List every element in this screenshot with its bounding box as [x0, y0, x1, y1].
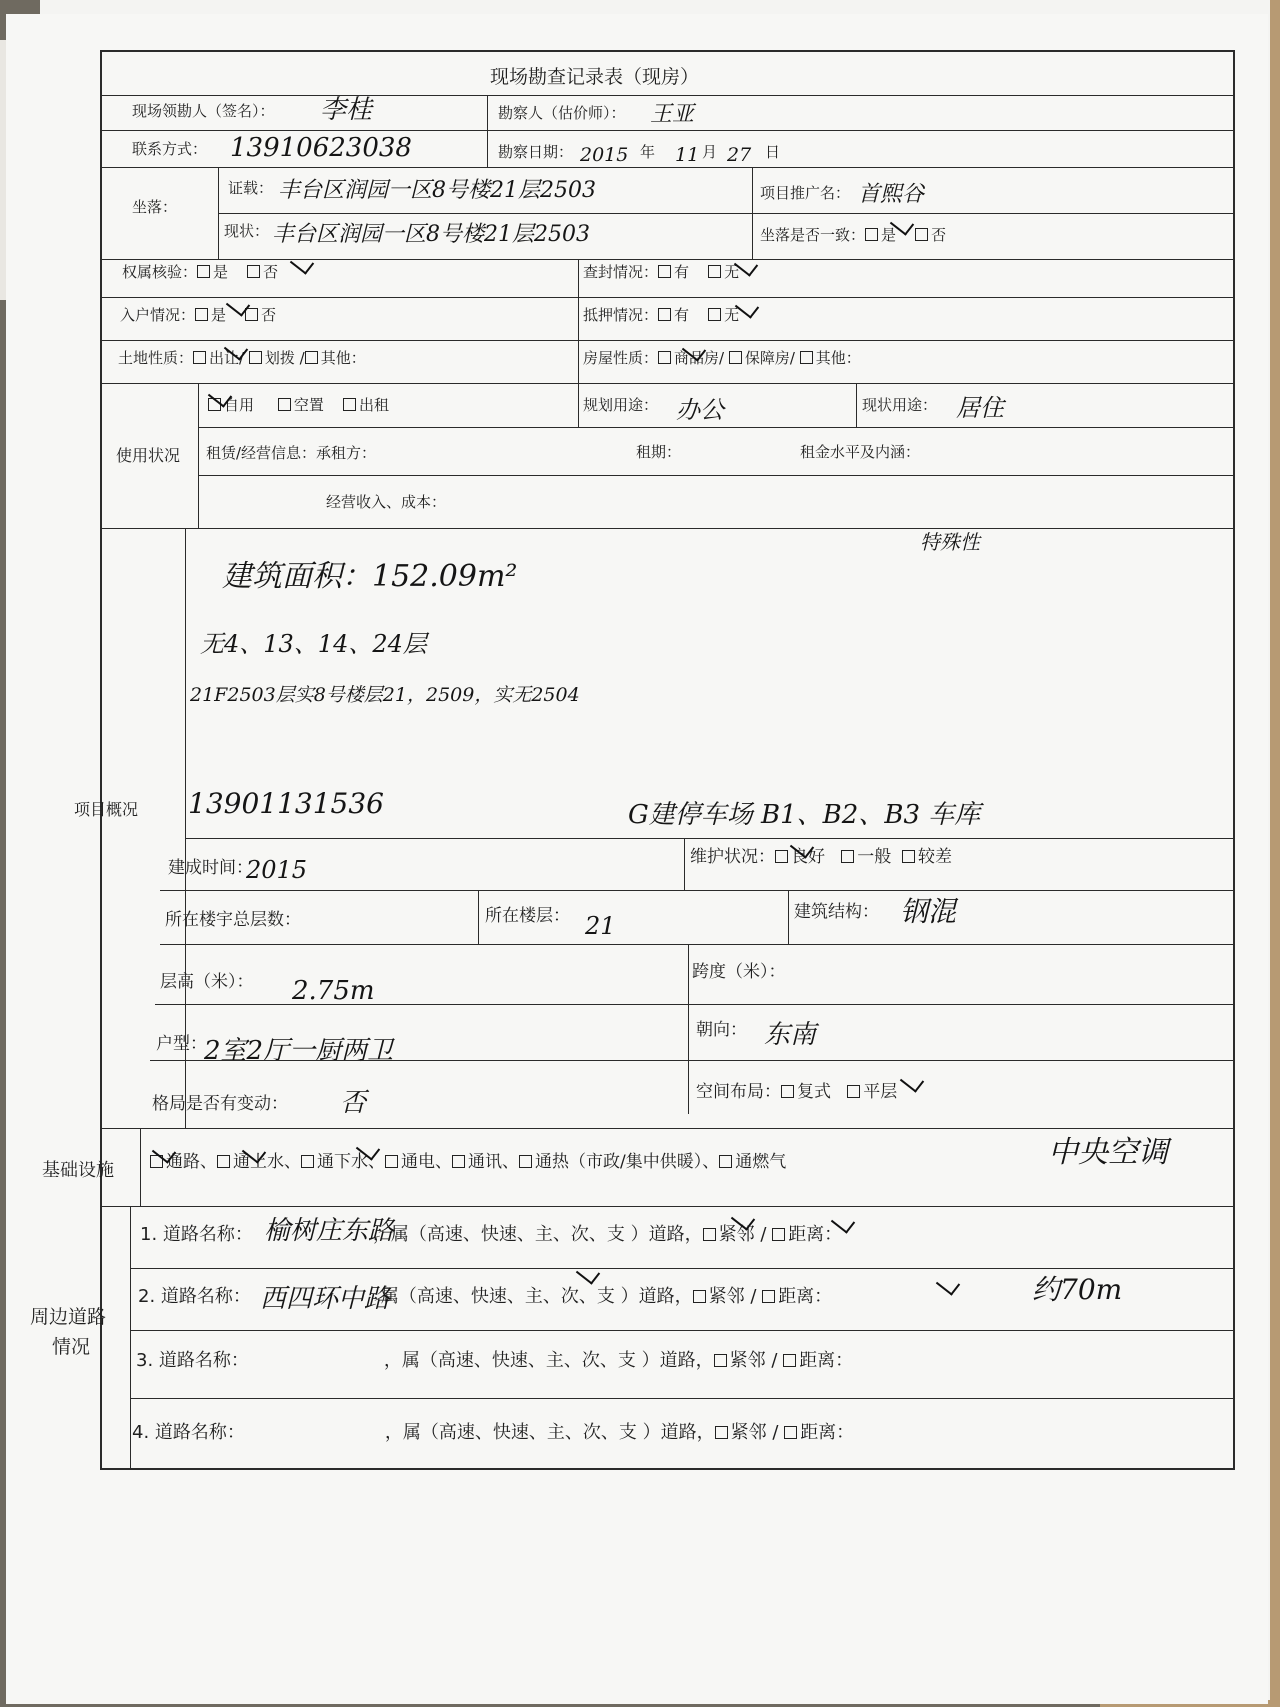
- road-2-adj: 紧邻: [708, 1286, 745, 1307]
- infra-power-checkbox[interactable]: [385, 1155, 398, 1168]
- mortgage-row: [583, 308, 739, 323]
- land-opt-2-checkbox[interactable]: [249, 351, 262, 364]
- seal-no: 无: [724, 263, 740, 281]
- roads-label-2: 情况: [52, 1336, 91, 1358]
- income-label: 经营收入、成本：: [326, 493, 447, 511]
- road-3-adj-checkbox[interactable]: [714, 1354, 727, 1367]
- infra-drain: 通下水、: [317, 1152, 385, 1172]
- road-1-mid: ，属（高速、快速、主、次、支 ）道路，: [372, 1224, 703, 1245]
- rule: [160, 944, 1235, 945]
- road-3-dist-checkbox[interactable]: [783, 1354, 796, 1367]
- house-opt-3: 其他：: [815, 349, 861, 367]
- rule: [100, 1128, 1235, 1129]
- rule: [130, 1330, 1235, 1331]
- consistent-no: 否: [931, 226, 947, 244]
- road-4-mid: ，属（高速、快速、主、次、支 ）道路，: [384, 1422, 715, 1443]
- space-duplex: 复式: [797, 1082, 831, 1102]
- road-4-dist: 距离：: [800, 1422, 855, 1443]
- consistent-label-text: 坐落是否一致：: [760, 226, 866, 244]
- rule: [100, 528, 1235, 529]
- rule: [578, 259, 579, 427]
- infra-telecom: 通讯、: [468, 1152, 519, 1172]
- usage-opt-self: 自用: [224, 396, 255, 414]
- house-row: [583, 351, 861, 366]
- road-2-dist: 距离：: [778, 1286, 833, 1307]
- maint-poor-checkbox[interactable]: [902, 850, 915, 863]
- infra-telecom-checkbox[interactable]: [452, 1155, 465, 1168]
- infra-items: [150, 1154, 786, 1171]
- mortgage-no-checkbox[interactable]: [708, 308, 721, 321]
- facing-value: 东南: [764, 1020, 817, 1050]
- layout-label: 户型：: [156, 1034, 207, 1054]
- infra-heat-checkbox[interactable]: [519, 1155, 532, 1168]
- contact-value: 13910623038: [230, 133, 412, 163]
- plan-label: 规划用途：: [583, 396, 659, 414]
- space-flat-checkbox[interactable]: [847, 1085, 860, 1098]
- project-phone: 13901131536: [188, 787, 384, 820]
- road-1-adj: 紧邻: [718, 1224, 755, 1245]
- infra-drain-checkbox[interactable]: [301, 1155, 314, 1168]
- maint-good-checkbox[interactable]: [775, 850, 788, 863]
- rule: [100, 95, 1235, 96]
- consistent-label: [760, 228, 946, 243]
- road-1-sep: /: [760, 1224, 767, 1245]
- road-3-mid: ，属（高速、快速、主、次、支 ）道路，: [383, 1350, 714, 1371]
- land-label: 土地性质：: [118, 349, 194, 367]
- seal-label: 查封情况：: [583, 263, 659, 281]
- entry-row: [120, 308, 276, 323]
- current-label: 现状用途：: [862, 396, 938, 414]
- usage-vacant-checkbox[interactable]: [278, 398, 291, 411]
- road-4: [132, 1424, 854, 1442]
- maint-good: 良好: [791, 847, 825, 867]
- road-4-adj-checkbox[interactable]: [715, 1426, 728, 1439]
- rule: [198, 383, 199, 528]
- usage-opt-rent: 出租: [358, 396, 389, 414]
- promo-label: 项目推广名：: [760, 184, 851, 202]
- infra-water: 通上水、: [233, 1152, 301, 1172]
- road-1-name: 榆树庄东路: [264, 1216, 395, 1246]
- height-label: 层高（米）：: [160, 972, 254, 992]
- road-1: [140, 1226, 842, 1244]
- consistent-yes-checkbox[interactable]: [865, 228, 878, 241]
- infra-label: 基础设施: [42, 1160, 114, 1181]
- road-2-distance: 约70m: [1032, 1273, 1123, 1306]
- maint-normal-checkbox[interactable]: [841, 850, 854, 863]
- rule: [788, 890, 789, 944]
- date-month-suffix: 月: [702, 143, 718, 161]
- rule: [150, 1060, 1235, 1061]
- maint-poor: 较差: [918, 847, 953, 867]
- rule: [100, 340, 1235, 341]
- cert-label: 证载：: [228, 179, 274, 197]
- seal-yes: 有: [674, 263, 690, 281]
- rule: [752, 167, 753, 259]
- road-1-adj-checkbox[interactable]: [703, 1228, 716, 1241]
- infra-heat: 通热（市政/集中供暖）、: [535, 1152, 720, 1172]
- ownership-no: 否: [263, 263, 279, 281]
- space-row: [696, 1084, 897, 1101]
- road-4-dist-checkbox[interactable]: [784, 1426, 797, 1439]
- structure-value: 钢混: [900, 895, 957, 928]
- leader-signature: 李桂: [320, 95, 373, 125]
- project-floors-missing: 无4、13、14、24层: [200, 630, 427, 658]
- house-opt-2: 保障房/: [744, 349, 795, 367]
- rule: [100, 130, 1235, 131]
- current-value: 居住: [956, 394, 1004, 422]
- mortgage-yes-checkbox[interactable]: [658, 308, 671, 321]
- road-4-adj: 紧邻: [730, 1422, 767, 1443]
- seal-no-checkbox[interactable]: [708, 265, 721, 278]
- road-2-adj-checkbox[interactable]: [693, 1290, 706, 1303]
- house-opt-3-checkbox[interactable]: [800, 351, 813, 364]
- house-label: 房屋性质：: [583, 349, 659, 367]
- road-3-sep: /: [771, 1350, 778, 1371]
- date-day: 27: [727, 144, 752, 166]
- height-value: 2.75m: [292, 976, 375, 1006]
- span-label: 跨度（米）：: [692, 962, 786, 982]
- rule: [130, 1398, 1235, 1399]
- rule: [100, 383, 1235, 384]
- surveyor-label: 勘察人（估价师）：: [498, 104, 626, 122]
- project-area: 建筑面积：152.09m²: [222, 559, 518, 594]
- road-4-sep: /: [772, 1422, 779, 1443]
- location-label: 坐落：: [132, 198, 178, 216]
- maint-label: 维护状况：: [690, 847, 775, 867]
- entry-no-checkbox[interactable]: [245, 308, 258, 321]
- space-label: 空间布局：: [696, 1082, 781, 1102]
- infra-water-checkbox[interactable]: [217, 1155, 230, 1168]
- consistent-yes: 是: [881, 226, 897, 244]
- date-month: 11: [675, 144, 700, 166]
- rule: [218, 213, 1235, 214]
- leader-label: 现场领勘人（签名）：: [132, 102, 275, 120]
- project-parking: G建停车场 B1、B2、B3 车库: [628, 800, 981, 830]
- infra-note: 中央空调: [1048, 1135, 1168, 1170]
- date-year: 2015: [580, 144, 629, 166]
- floor-label: 所在楼层：: [485, 906, 570, 926]
- rule: [684, 838, 685, 890]
- road-3-label: 3. 道路名称：: [136, 1350, 249, 1371]
- land-opt-3-checkbox[interactable]: [305, 351, 318, 364]
- ownership-yes-checkbox[interactable]: [197, 265, 210, 278]
- space-duplex-checkbox[interactable]: [781, 1085, 794, 1098]
- rule: [100, 259, 1235, 260]
- entry-yes: 是: [211, 306, 227, 324]
- land-opt-3: 其他：: [320, 349, 366, 367]
- seal-yes-checkbox[interactable]: [658, 265, 671, 278]
- road-2: [138, 1288, 832, 1306]
- mortgage-no: 无: [724, 306, 740, 324]
- floor-value: 21: [585, 912, 616, 940]
- rule: [155, 1004, 1235, 1005]
- rule: [856, 383, 857, 427]
- entry-no: 否: [261, 306, 277, 324]
- road-3-dist: 距离：: [799, 1350, 854, 1371]
- road-2-label: 2. 道路名称：: [138, 1286, 251, 1307]
- house-opt-2-checkbox[interactable]: [729, 351, 742, 364]
- actual-label: 现状：: [224, 222, 270, 240]
- rule: [130, 1206, 131, 1470]
- entry-label: 入户情况：: [120, 306, 196, 324]
- rule: [487, 95, 488, 167]
- rule: [478, 890, 479, 944]
- rule: [100, 1206, 1235, 1207]
- total-floors-label: 所在楼宇总层数：: [165, 910, 301, 930]
- roads-label-1: 周边道路: [30, 1306, 107, 1328]
- entry-yes-checkbox[interactable]: [195, 308, 208, 321]
- road-4-label: 4. 道路名称：: [132, 1422, 245, 1443]
- structure-label: 建筑结构：: [794, 902, 879, 922]
- land-opt-1: 出让/: [209, 349, 245, 367]
- promo-name: 首熙谷: [858, 182, 925, 207]
- rule: [185, 838, 1235, 839]
- house-opt-1: 商品房/: [674, 349, 725, 367]
- built-value: 2015: [246, 856, 308, 884]
- term-label: 租期：: [636, 443, 682, 461]
- road-2-mid: 属（高速、快速、主、次、支 ）道路，: [380, 1286, 693, 1307]
- date-year-suffix: 年: [640, 143, 656, 161]
- rent-label: 租金水平及内涵：: [800, 443, 921, 461]
- consistent-no-checkbox[interactable]: [915, 228, 928, 241]
- project-corner-note: 特殊性: [920, 530, 980, 554]
- rule: [688, 944, 689, 1114]
- rule: [100, 297, 1235, 298]
- ownership-no-checkbox[interactable]: [247, 265, 260, 278]
- infra-gas: 通燃气: [735, 1152, 787, 1172]
- surveyor-signature: 王亚: [650, 102, 695, 127]
- land-opt-1-checkbox[interactable]: [193, 351, 206, 364]
- rule: [198, 427, 1235, 428]
- rule: [100, 167, 1235, 168]
- land-opt-2: 划拨: [264, 349, 295, 367]
- date-label: 勘察日期：: [498, 143, 574, 161]
- plan-value: 办公: [676, 396, 724, 424]
- mortgage-yes: 有: [674, 306, 690, 324]
- mortgage-label: 抵押情况：: [583, 306, 659, 324]
- house-opt-1-checkbox[interactable]: [658, 351, 671, 364]
- usage-opt-vacant: 空置: [293, 396, 324, 414]
- usage-opts: [208, 398, 389, 413]
- road-2-sep: /: [750, 1286, 757, 1307]
- project-label: 项目概况: [74, 800, 139, 819]
- facing-label: 朝向：: [696, 1020, 747, 1040]
- lease-label: 租赁/经营信息：承租方：: [206, 444, 377, 462]
- cert-address: 丰台区润园一区8号楼21层2503: [278, 178, 596, 203]
- maint-normal: 一般: [857, 847, 892, 867]
- date-day-suffix: 日: [765, 143, 781, 161]
- infra-gas-checkbox[interactable]: [719, 1155, 732, 1168]
- built-label: 建成时间：: [168, 858, 253, 878]
- land-sep: /: [299, 349, 305, 367]
- road-2-dist-checkbox[interactable]: [762, 1290, 775, 1303]
- road-1-dist: 距离：: [788, 1224, 843, 1245]
- ownership-row: [122, 265, 278, 280]
- rule: [130, 1268, 1235, 1269]
- contact-label: 联系方式：: [132, 140, 208, 158]
- road-3: [136, 1352, 853, 1370]
- road-1-label: 1. 道路名称：: [140, 1224, 253, 1245]
- road-1-dist-checkbox[interactable]: [772, 1228, 785, 1241]
- layout-value: 2室2厅一厨两卫: [204, 1036, 394, 1066]
- ownership-yes: 是: [213, 263, 229, 281]
- usage-label: 使用状况: [116, 446, 181, 465]
- change-value: 否: [340, 1088, 367, 1118]
- usage-rent-checkbox[interactable]: [343, 398, 356, 411]
- road-3-adj: 紧邻: [729, 1350, 766, 1371]
- ownership-label: 权属核验：: [122, 263, 198, 281]
- change-label: 格局是否有变动：: [152, 1094, 288, 1114]
- project-floor-note: 21F2503层实8号楼层21，2509，实无2504: [190, 684, 580, 706]
- seal-row: [583, 265, 739, 280]
- infra-power: 通电、: [401, 1152, 452, 1172]
- maint-row: [690, 849, 952, 866]
- road-2-name: 西四环中路: [260, 1284, 391, 1314]
- form-title: 现场勘查记录表（现房）: [490, 66, 700, 88]
- infra-road: 通路、: [166, 1152, 217, 1172]
- rule: [160, 890, 1235, 891]
- actual-address: 丰台区润园一区8号楼21层2503: [272, 222, 590, 247]
- rule: [198, 475, 1235, 476]
- rule: [140, 1128, 141, 1206]
- space-flat: 平层: [863, 1082, 898, 1102]
